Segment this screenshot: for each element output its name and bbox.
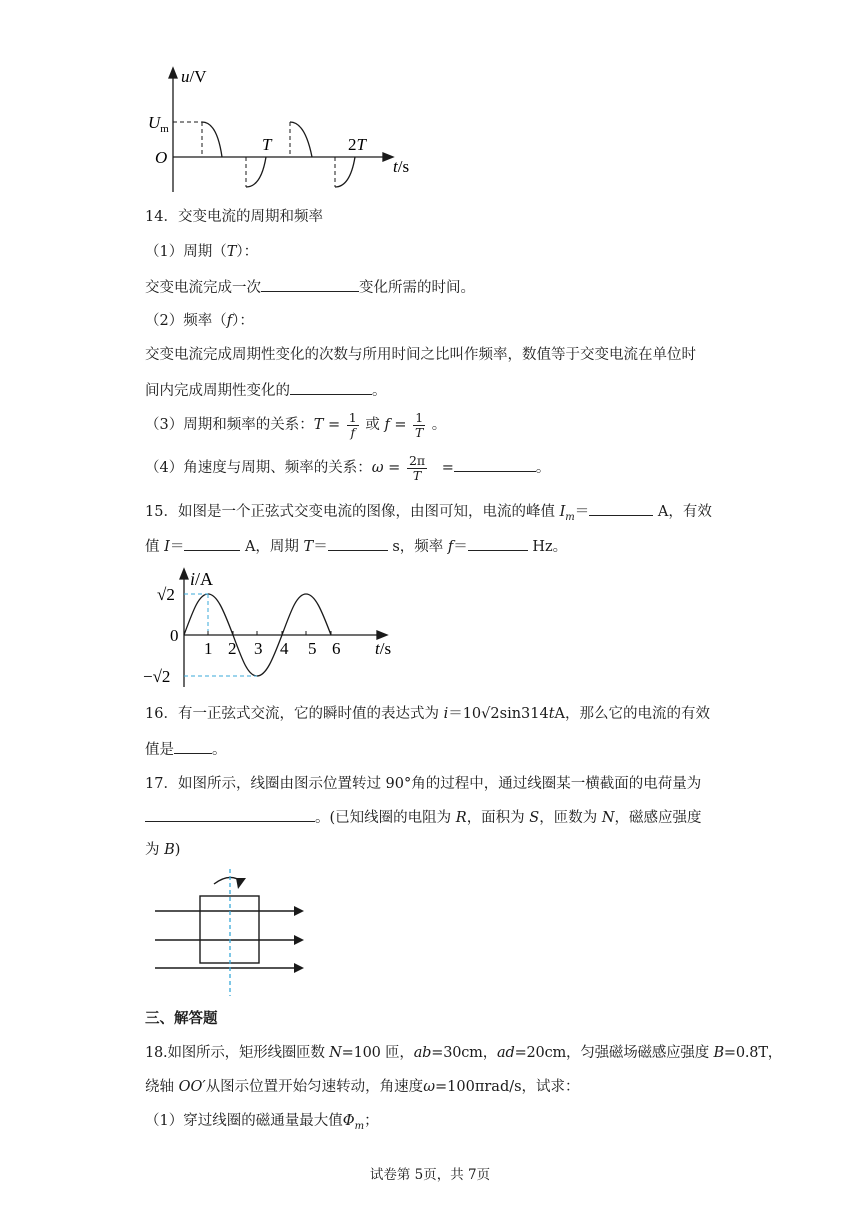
- q18-l1-a: 18.如图所示，矩形线圈匝数: [145, 1045, 330, 1061]
- q17-l2-a: 。(已知线圈的电阻为: [315, 810, 456, 826]
- q17-line1: 17．如图所示，线圈由图示位置转过 90°角的过程中，通过线圈某一横截面的电荷量为: [145, 776, 702, 792]
- x-label-t: t: [393, 157, 398, 176]
- q15-l2-h: Hz。: [527, 539, 568, 555]
- q18-l2-c: =100πrad/s，试求：: [435, 1079, 580, 1095]
- figure-coil-in-field: [150, 866, 310, 998]
- q14-p3-T: T: [313, 417, 324, 433]
- fraction: [413, 411, 425, 440]
- frac-num: 1: [348, 409, 357, 425]
- frac-num: 2π: [408, 452, 426, 468]
- q14-p1-T: T: [226, 244, 237, 260]
- q14-p1-body-a: 交变电流完成一次: [145, 280, 261, 296]
- figure-current-graph: [140, 565, 410, 690]
- wave-seg-2: [246, 157, 266, 187]
- q17-l2-c: ，匝数为: [539, 810, 602, 826]
- y-label-u: u: [181, 67, 190, 86]
- q14-freq-body-1: 交变电流完成周期性变化的次数与所用时间之比叫作频率，数值等于交变电流在单位时: [145, 347, 696, 363]
- q14-p3-or: 或: [360, 417, 385, 433]
- answer-blank[interactable]: [454, 456, 536, 472]
- q14-relation: [145, 410, 446, 440]
- q18-line2: [145, 1077, 580, 1097]
- q17-l2-b: ，面积为: [466, 810, 530, 826]
- q16-i: i: [443, 706, 449, 722]
- q18-line1: [145, 1043, 782, 1063]
- rotation-arrowhead-icon: [236, 878, 246, 889]
- x-label-t: t: [375, 639, 380, 658]
- y-label-i: i: [190, 569, 196, 589]
- answer-blank[interactable]: [328, 535, 388, 551]
- q17-B: B: [164, 842, 175, 858]
- q14-angular: [145, 453, 550, 483]
- x-axis-arrow: [383, 153, 393, 161]
- answer-blank[interactable]: [589, 500, 653, 516]
- q18-phi: Φ: [342, 1113, 355, 1129]
- tick-label-T: T: [262, 135, 272, 154]
- q14-period-heading: [145, 242, 258, 262]
- arrow-head-icon: [294, 906, 304, 916]
- fraction: [407, 454, 427, 483]
- q14-p2-body2-b: 。: [372, 383, 387, 399]
- q14-p3-eq2: =: [389, 417, 412, 433]
- arrow-head-icon: [294, 963, 304, 973]
- q18-l1-d: =20cm，匀强磁场磁感应强度: [514, 1045, 714, 1061]
- q18-l3-b: ；: [364, 1113, 379, 1129]
- tick-2T-T: T: [356, 135, 366, 154]
- frac-num: 1: [415, 409, 424, 425]
- q18-ad: ad: [497, 1045, 515, 1061]
- frac-den: f: [350, 424, 356, 440]
- q14-p3-f: f: [384, 417, 390, 433]
- answer-blank[interactable]: [174, 738, 212, 754]
- x-label: [375, 639, 391, 658]
- um-label-u: U: [148, 113, 161, 132]
- x-tick-label: 1: [204, 639, 213, 658]
- q16-line2: [145, 738, 227, 760]
- x-tick-label: 2: [228, 639, 237, 658]
- y-label-unit: /A: [195, 569, 214, 589]
- q18-OO: OO′: [178, 1079, 206, 1095]
- q18-N: N: [329, 1045, 342, 1061]
- q15-l1-c: A，有效: [653, 504, 712, 520]
- neg-peak-label: −√2: [143, 667, 171, 686]
- y-label: [190, 569, 213, 589]
- q14-p4-omega: ω: [371, 460, 384, 476]
- q15-l1-b: ＝: [574, 504, 590, 520]
- q14-p4-eq: =: [383, 460, 405, 476]
- q16-l1-a: 16．有一正弦式交流，它的瞬时值的表达式为: [145, 706, 444, 722]
- q18-l1-b: =100 匝，: [341, 1045, 414, 1061]
- q17-l3-b: ): [174, 842, 181, 858]
- q16-l1-b: ＝10: [448, 706, 482, 722]
- wave-seg-4: [335, 157, 355, 187]
- q14-p3-a: （3）周期和频率的关系：: [145, 417, 314, 433]
- q16-sqrt: √2: [481, 706, 500, 722]
- x-tick-label: 6: [332, 639, 341, 658]
- q18-ab: ab: [413, 1045, 432, 1061]
- q18-B: B: [713, 1045, 724, 1061]
- q17-N: N: [601, 810, 615, 826]
- fraction: [347, 411, 359, 440]
- q14-p1-body-b: 变化所需的时间。: [359, 280, 475, 296]
- q15-Im-sub: m: [565, 511, 575, 523]
- wave-seg-1: [202, 122, 222, 157]
- wave-seg-3: [290, 122, 312, 157]
- q14-p4-end: 。: [535, 460, 551, 476]
- q18-line3: [145, 1111, 379, 1137]
- q18-l2-b: 从图示位置开始匀速转动，角速度: [205, 1079, 424, 1095]
- arrow-head-icon: [294, 935, 304, 945]
- q16-l1-c: sin314: [499, 706, 549, 722]
- frac-den: T: [415, 424, 424, 440]
- x-tick-label: 5: [308, 639, 317, 658]
- y-label-unit: /V: [189, 67, 207, 86]
- q17-l3-a: 为: [145, 842, 165, 858]
- answer-blank[interactable]: [468, 535, 528, 551]
- q16-l1-d: A，那么它的电流的有效: [554, 706, 711, 722]
- q15-l2-b: ＝: [169, 539, 185, 555]
- q14-p1-a: （1）周期（: [145, 244, 227, 260]
- q14-freq-heading: [145, 311, 254, 331]
- answer-blank[interactable]: [290, 379, 372, 395]
- origin-label: 0: [170, 626, 179, 645]
- pos-peak-label: √2: [157, 585, 175, 604]
- q18-l2-a: 绕轴: [145, 1079, 179, 1095]
- q14-p3-eq: =: [323, 417, 345, 433]
- x-axis-arrow: [377, 631, 387, 639]
- x-label: [393, 157, 409, 176]
- x-tick-label: 3: [254, 639, 263, 658]
- page-footer: 试卷第 5页，共 7页: [369, 1167, 491, 1183]
- q17-line2: [145, 806, 702, 828]
- x-label-unit: /s: [397, 157, 410, 176]
- origin-label: O: [155, 148, 168, 167]
- q18-l3-a: （1）穿过线圈的磁通量最大值: [145, 1113, 343, 1129]
- q14-p2-body2-a: 间内完成周期性变化的: [145, 383, 290, 399]
- q14-title: 14．交变电流的周期和频率: [145, 209, 323, 225]
- q14-p2-b: ）：: [232, 313, 254, 329]
- q18-l1-e: =0.8T，: [723, 1045, 783, 1061]
- q14-p1-b: ）：: [236, 244, 259, 260]
- q18-phi-sub: m: [354, 1120, 365, 1132]
- q15-f: f: [447, 539, 454, 555]
- q17-l2-d: ，磁感应强度: [614, 810, 702, 826]
- q15-T: T: [303, 539, 314, 555]
- figure-voltage-graph: [145, 62, 425, 197]
- q14-freq-body-2: [145, 379, 387, 401]
- q14-p2-a: （2）频率（: [145, 313, 227, 329]
- q14-p3-end: 。: [427, 417, 447, 433]
- q15-line2: [145, 535, 567, 557]
- um-label: [148, 113, 169, 135]
- x-tick-label: 4: [280, 639, 289, 658]
- q18-omega: ω: [423, 1079, 436, 1095]
- q15-Im: I: [559, 504, 566, 520]
- section-heading: 三、解答题: [145, 1011, 218, 1027]
- q15-l2-c: A，周期: [240, 539, 304, 555]
- answer-blank[interactable]: [261, 276, 359, 292]
- um-label-sub: m: [160, 123, 169, 135]
- q16-line1: [145, 704, 710, 724]
- q17-S: S: [529, 810, 540, 826]
- q15-l2-g: ＝: [453, 539, 468, 555]
- y-axis-arrow: [180, 569, 188, 579]
- q15-l2-d: ＝: [313, 539, 328, 555]
- q14-p4-eq2: =: [437, 460, 454, 476]
- q17-line3: [145, 840, 180, 860]
- q14-p4-a: （4）角速度与周期、频率的关系：: [145, 460, 372, 476]
- q16-l2-b: 。: [212, 742, 227, 758]
- frac-den: T: [412, 467, 422, 483]
- q15-line1: [145, 500, 712, 528]
- y-label: [181, 67, 207, 86]
- tick-2T-num: 2: [348, 135, 357, 154]
- q15-I: I: [164, 539, 170, 555]
- answer-blank[interactable]: [145, 806, 315, 822]
- x-label-unit: /s: [379, 639, 392, 658]
- q16-l2-a: 值是: [145, 742, 174, 758]
- q18-l1-c: =30cm，: [431, 1045, 498, 1061]
- q15-l2-a: 值: [145, 539, 165, 555]
- q14-period-body: [145, 276, 475, 298]
- y-axis-arrow: [169, 68, 177, 78]
- tick-label-2T: [348, 135, 368, 154]
- answer-blank[interactable]: [184, 535, 240, 551]
- q17-R: R: [455, 810, 467, 826]
- q15-l1-a: 15．如图是一个正弦式交变电流的图像，由图可知，电流的峰值: [145, 504, 560, 520]
- q15-l2-e: s，频率: [387, 539, 448, 555]
- q16-t: t: [548, 706, 555, 722]
- q14-p2-f: f: [226, 313, 233, 329]
